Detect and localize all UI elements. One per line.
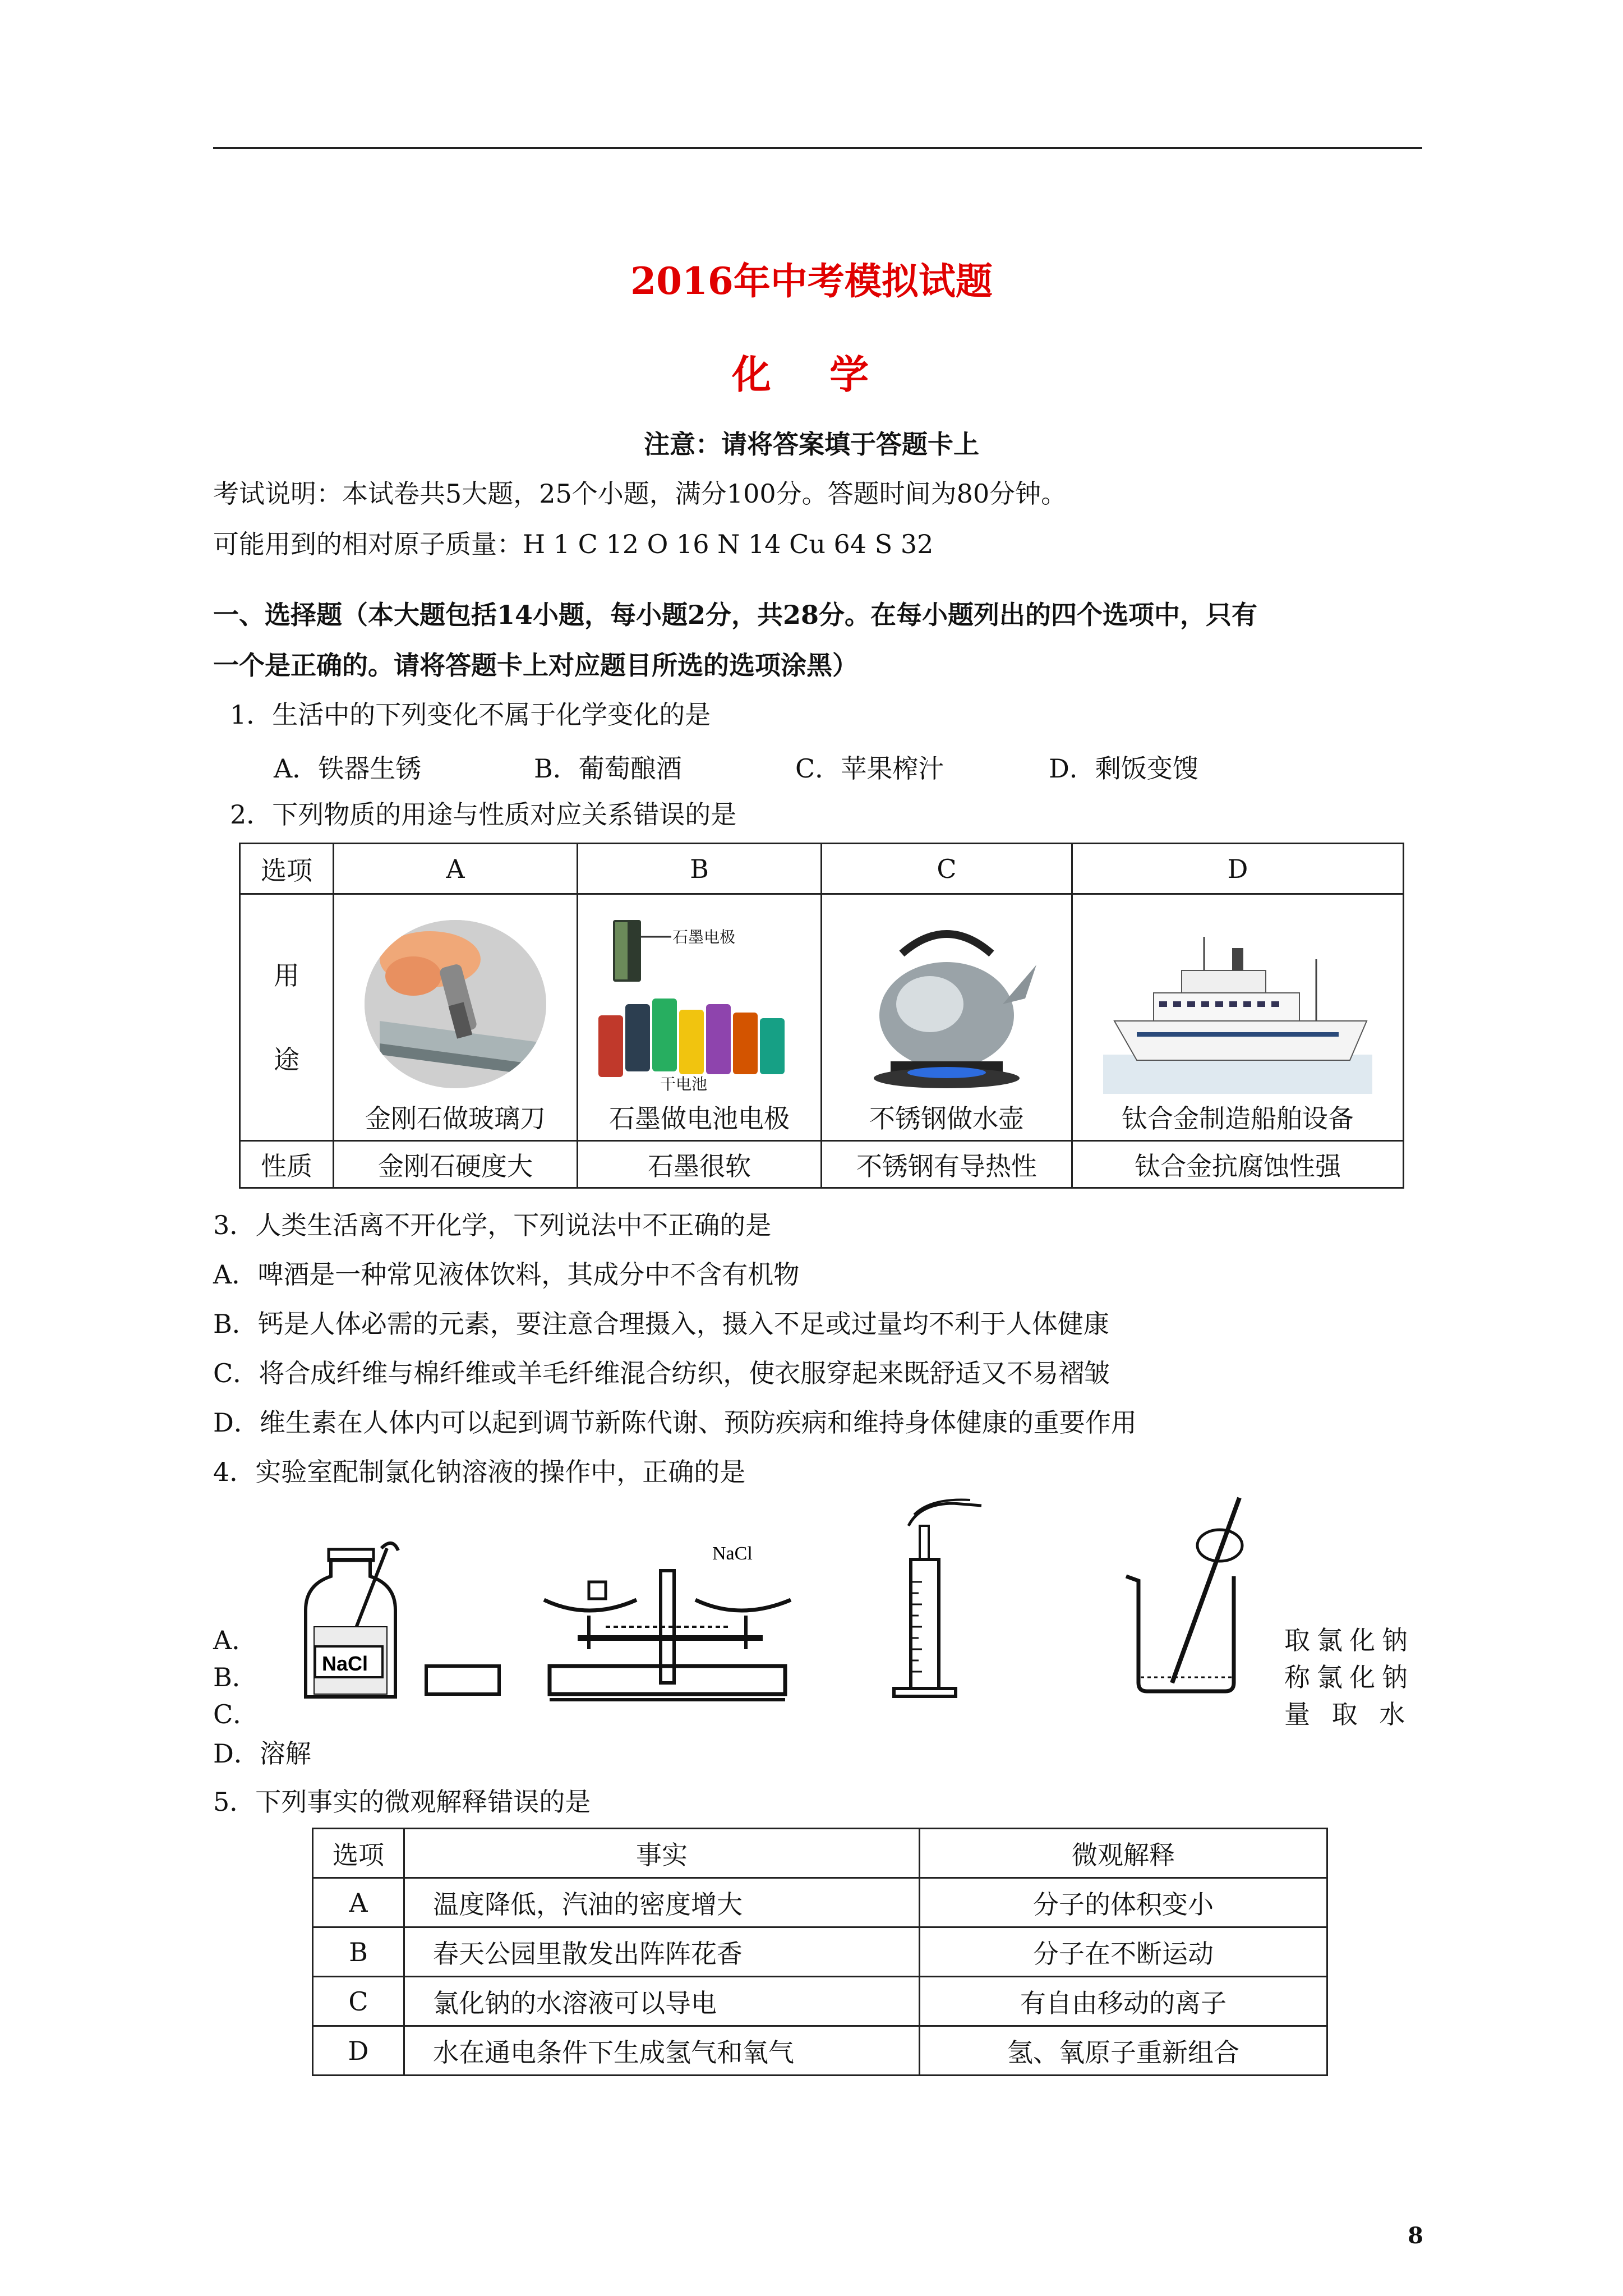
q5-row-b-fact: 春天公园里散发出阵阵花香	[404, 1927, 920, 1977]
q2-header-b: B	[578, 844, 822, 894]
q5-header-explanation: 微观解释	[920, 1829, 1327, 1878]
balance-figure	[538, 1537, 808, 1705]
kettle-image	[857, 914, 1036, 1094]
q3-option-d: D．维生素在人体内可以起到调节新陈代谢、预防疾病和维持身体健康的重要作用	[213, 1407, 1137, 1438]
q1-option-b: B．葡萄酿酒	[534, 753, 682, 784]
q4-label-a: 取氯化钠	[1284, 1625, 1414, 1655]
q1-option-a: A．铁器生锈	[274, 753, 422, 784]
q2-header-a: A	[334, 844, 578, 894]
ship-image	[1103, 926, 1372, 1094]
q5-row-a-option: A	[313, 1878, 404, 1927]
q3-option-a: A．啤酒是一种常见液体饮料，其成分中不含有机物	[213, 1259, 800, 1290]
glass-cutter-image	[363, 914, 548, 1094]
q5-row-d-option: D	[313, 2026, 404, 2076]
table-row	[313, 1927, 1327, 1977]
q2-header-d: D	[1072, 844, 1404, 894]
q2-use-label-char-2: 途	[274, 1044, 299, 1075]
page-title: 2016年中考模拟试题	[630, 259, 993, 303]
bottle-label: NaCl	[322, 1652, 368, 1675]
q5-row-b-option: B	[313, 1927, 404, 1977]
q4-label-c: 量 取 水	[1284, 1699, 1412, 1729]
notice: 注意：请将答案填于答题卡上	[644, 429, 979, 459]
section1-heading-line2: 一个是正确的。请将答题卡上对应题目所选的选项涂黑）	[213, 650, 858, 680]
q4-label-b: 称氯化钠	[1284, 1662, 1414, 1692]
q2-use-c	[822, 894, 1072, 1141]
q2-use-label	[240, 894, 334, 1141]
header-rule	[213, 147, 1422, 149]
q1-stem: 1．生活中的下列变化不属于化学变化的是	[230, 700, 711, 730]
q4-option-a: A．	[213, 1625, 258, 1655]
table-row	[313, 1977, 1327, 2026]
q2-use-b-text: 石墨做电池电极	[609, 1103, 790, 1134]
q2-prop-row	[240, 1141, 1404, 1188]
q4-option-c: C．	[213, 1699, 259, 1729]
exam-info: 考试说明：本试卷共5大题，25个小题，满分100分。答题时间为80分钟。	[213, 478, 1067, 509]
q3-option-c: C．将合成纤维与棉纤维或羊毛纤维混合纺织，使衣服穿起来既舒适又不易褶皱	[213, 1358, 1110, 1388]
table-row	[313, 1878, 1327, 1927]
q2-prop-b: 石墨很软	[578, 1141, 822, 1188]
q1-option-d: D．剩饭变馊	[1049, 753, 1198, 784]
section1-heading-line1: 一、选择题（本大题包括14小题，每小题2分，共28分。在每小题列出的四个选项中，只有	[213, 600, 1258, 630]
q1-option-c: C．苹果榨汁	[795, 753, 944, 784]
q5-header-option: 选项	[313, 1829, 404, 1878]
q5-row-c-option: C	[313, 1977, 404, 2026]
q5-row-a-explanation: 分子的体积变小	[920, 1878, 1327, 1927]
page-number: 8	[1408, 2223, 1423, 2249]
nacl-bottle-figure	[297, 1537, 510, 1705]
q5-row-d-fact: 水在通电条件下生成氢气和氧气	[404, 2026, 920, 2076]
q2-header-row	[240, 844, 1404, 894]
q3-stem: 3．人类生活离不开化学，下列说法中不正确的是	[213, 1210, 772, 1240]
q4-stem: 4．实验室配制氯化钠溶液的操作中，正确的是	[213, 1457, 746, 1487]
q5-row-d-explanation: 氢、氧原子重新组合	[920, 2026, 1327, 2076]
q2-use-a	[334, 894, 578, 1141]
subject-title: 化 学	[731, 351, 892, 398]
q2-use-b	[578, 894, 822, 1141]
cylinder-figure	[886, 1492, 998, 1705]
beaker-figure	[1122, 1492, 1256, 1705]
graphite-electrode-label: 石墨电极	[672, 928, 736, 946]
q2-prop-d: 钛合金抗腐蚀性强	[1072, 1141, 1404, 1188]
q5-row-b-explanation: 分子在不断运动	[920, 1927, 1327, 1977]
q2-prop-a: 金刚石硬度大	[334, 1141, 578, 1188]
q2-use-d	[1072, 894, 1404, 1141]
balance-label: NaCl	[712, 1543, 753, 1564]
dry-battery-label: 干电池	[660, 1075, 708, 1093]
q2-header-c: C	[822, 844, 1072, 894]
q2-use-d-text: 钛合金制造船舶设备	[1122, 1103, 1354, 1134]
q5-row-c-explanation: 有自由移动的离子	[920, 1977, 1327, 2026]
q2-table	[239, 843, 1404, 1189]
q2-prop-c: 不锈钢有导热性	[822, 1141, 1072, 1188]
q2-prop-label: 性质	[240, 1141, 334, 1188]
q4-option-d: D．溶解	[213, 1738, 311, 1769]
q5-header-fact: 事实	[404, 1829, 920, 1878]
table-row	[313, 2026, 1327, 2076]
q2-use-row	[240, 894, 1404, 1141]
battery-image	[593, 914, 806, 1094]
q5-row-a-fact: 温度降低，汽油的密度增大	[404, 1878, 920, 1927]
q2-use-c-text: 不锈钢做水壶	[869, 1103, 1024, 1134]
q2-header-option: 选项	[240, 844, 334, 894]
q3-option-b: B．钙是人体必需的元素，要注意合理摄入，摄入不足或过量均不利于人体健康	[213, 1309, 1109, 1339]
q2-stem: 2．下列物质的用途与性质对应关系错误的是	[230, 799, 737, 830]
q5-header-row	[313, 1829, 1327, 1878]
q2-use-a-text: 金刚石做玻璃刀	[365, 1103, 546, 1134]
q5-row-c-fact: 氯化钠的水溶液可以导电	[404, 1977, 920, 2026]
q2-use-label-char-1: 用	[274, 960, 299, 991]
q5-stem: 5．下列事实的微观解释错误的是	[213, 1787, 591, 1817]
atomic-masses: 可能用到的相对原子质量：H 1 C 12 O 16 N 14 Cu 64 S 32	[213, 529, 934, 559]
q4-option-b: B．	[213, 1662, 258, 1692]
q5-table	[312, 1828, 1328, 2076]
